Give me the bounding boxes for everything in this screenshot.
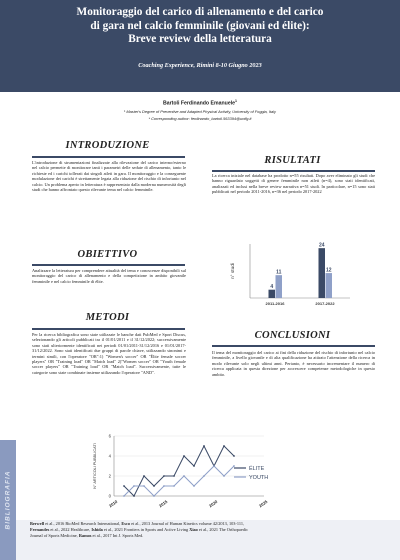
ref-author-ishida: Ishida: [91, 527, 103, 532]
author-name: [0, 99, 400, 107]
bar-2011-2016-series-2: [276, 275, 283, 298]
ref-author-xiao: Xiao: [189, 527, 198, 532]
bar-category-2017-2022: 2017-2022: [315, 301, 335, 306]
line-point-youth-2011: [123, 495, 125, 497]
ref-text-2b: et al., 2021 Frontiers in Sports and Active Living: [102, 527, 190, 532]
line-point-élite-2011: [123, 485, 125, 487]
line-chart-ytick-0: 0: [108, 493, 111, 499]
line-chart-xtick-2010: 2010: [107, 499, 119, 509]
line-point-youth-2016: [173, 485, 175, 487]
line-chart-xtick-2015: 2015: [157, 499, 169, 509]
line-point-élite-2015: [163, 475, 165, 477]
legend-label-élite: ÉLITE: [249, 466, 265, 472]
line-point-youth-2013: [143, 485, 145, 487]
section-rule-metodi: [32, 328, 185, 330]
poster-title: [0, 6, 400, 47]
line-point-élite-2019: [203, 445, 205, 447]
line-point-youth-2022: [233, 465, 235, 467]
author-block: [0, 99, 400, 121]
author-affiliation: ¹ Master's Degree of Preventive and Adapted Physical Activity, University of Foggia, Italy: [124, 108, 276, 114]
line-point-élite-2013: [143, 475, 145, 477]
bar-2017-2022-series-2: [326, 273, 333, 298]
section-title-conclusioni: CONCLUSIONI: [254, 330, 331, 341]
section-rule-risultati: [212, 170, 375, 172]
legend-label-youth: YOUTH: [249, 475, 269, 481]
title-line-3: Breve review della letteratura: [128, 33, 272, 45]
paragraph-metodi: Per la ricerca bibliografica sono state utilizzate le banche dati PubMed e Sport Discus, selezionando gli articoli pubblicati tra il 01/01/2011 e il 31/12/2022; successivamente sono stati ulteriormente identificati nei periodi 01/01/2011-31/12/2016 e 01/01/2017-31/12/2022. Sono stati identificati due gruppi di parole chiave, utilizzando sinonimi e termini simili, con l'operatore "OR":1) "Women's soccer" OR "Élite female soccer players" OR "Training load" OR "Match load" 2)"Women soccer" OR "Youth female soccer players" OR "Training load" OR "Match load". Successivamente, tutte le categorie sono state combinate insieme utilizzando l'operatore "AND".: [32, 332, 186, 375]
paragraph-conclusioni: Il tema del monitoraggio del carico ai fini della riduzione del rischio di infortunio nel calcio femminile, a livello giovanile e di alta qualificazione ha attirato l'attenzione della ricerca in modo rilevante solo negli ultimi anni. Pertanto, è necessario incrementare il numero di ricerca applicata in questa direzione per accrescere competenze metodologiche in questo ambito.: [212, 350, 375, 377]
line-point-youth-2015: [163, 485, 165, 487]
ref-text-1b: et al., 2013 Journal of Human Kinetics volume 42/2013, 103-111,: [130, 521, 245, 526]
line-series-élite: [124, 446, 234, 496]
section-rule-obiettivo: [32, 264, 185, 266]
line-point-élite-2012: [133, 495, 135, 497]
line-point-élite-2021: [223, 445, 225, 447]
line-point-élite-2016: [173, 475, 175, 477]
ref-text-3b: et al., 2017 Int J. Sports Med.: [91, 533, 144, 538]
bar-chart-y-label: n° studi: [231, 262, 236, 280]
ref-author-berwell: Berwell: [30, 521, 45, 526]
line-point-élite-2014: [153, 485, 155, 487]
title-line-2: di gara nel calcio femminile (giovani ed élite):: [90, 19, 310, 32]
section-rule-introduzione: [32, 156, 185, 158]
ref-author-esco: Esco: [121, 521, 131, 526]
bar-2011-2016-series-1: [269, 290, 276, 298]
paragraph-introduzione: L'introduzione di strumentazioni finalizzate alla rilevazione del carico interno/esterno nel calcio permette di monitorare tanti i parametri delle sedute di allenamento, tanto le richieste ed i carichi tollerati dai singoli atleti in gara. Il monitoraggio e la conseguente modulazione dei carichi è strettamente legata alla riduzione del rischio di infortunio nel calcio. Un problema aperto in letteratura è rappresentato dalla moderna numerosità degli studi che hanno affrontato questo rilevante tema nel calcio femminile.: [32, 160, 186, 193]
author-name-text: Bartoli Ferdinando Emanuele: [162, 100, 236, 107]
line-chart-y-label: N° ARTICOLI PUBBLICATI: [93, 443, 97, 489]
line-chart-ytick-4: 4: [108, 453, 111, 459]
line-point-youth-2020: [213, 465, 215, 467]
paragraph-risultati: La ricerca iniziale nel database ha prodotto n=55 risultati. Dopo aver eliminato gli studi che hanno riguardato soggetti di genere femminile non atleti (n=4), sono stati identificati, analizzati ed inclusi nella breve review narrativa n=51 studi. In particolare, n=15 sono stati pubblicati nel periodo 2011-2016, n=36 nel periodo 2017-2022: [212, 173, 375, 195]
line-chart-ytick-2: 2: [108, 473, 111, 479]
line-point-élite-2018: [193, 465, 195, 467]
line-point-youth-2012: [133, 485, 135, 487]
ref-text-1a: et al., 2016 BioMed Research International,: [44, 521, 122, 526]
references-list: [30, 521, 380, 539]
line-point-youth-2017: [183, 475, 185, 477]
paragraph-obiettivo: Analizzare la letteratura per comprendere attualità del tema e conoscenze disponibili sul monitoraggio del carico di allenamento e della competizione in ambito giovanile femminile e nel calcio femminile di élite.: [32, 268, 186, 284]
line-chart-ytick-6: 6: [108, 433, 111, 439]
title-line-1: Monitoraggio del carico di allenamento e del carico: [76, 6, 324, 18]
line-point-youth-2014: [153, 495, 155, 497]
bar-label-2011-2016-series-2: 11: [276, 269, 282, 276]
line-series-youth: [124, 466, 234, 496]
bar-label-2011-2016-series-1: 4: [270, 284, 274, 291]
author-correspondence: * Corresponding author: ferdinando_bartoli.563394@unifg.it: [148, 115, 252, 121]
author-sup: 1: [235, 99, 237, 103]
line-chart-xtick-2020: 2020: [207, 499, 219, 509]
bar-label-2017-2022-series-2: 12: [325, 267, 332, 274]
section-title-obiettivo: OBIETTIVO: [77, 249, 138, 260]
ref-author-fernandes: Fernandes: [30, 527, 50, 532]
line-point-élite-2022: [233, 455, 235, 457]
event-subtitle: Coaching Experience, Rimini 8-10 Giugno 2023: [138, 61, 262, 69]
ref-text-2c: et al., 2021 The Orthopaedic: [197, 527, 248, 532]
bar-2017-2022-series-1: [319, 248, 326, 298]
poster-header: [0, 0, 400, 92]
section-title-risultati: RISULTATI: [264, 155, 321, 166]
line-chart: [74, 430, 304, 516]
bar-category-2011-2016: 2011-2016: [265, 301, 285, 306]
line-point-youth-2018: [193, 485, 195, 487]
line-point-youth-2019: [203, 475, 205, 477]
bar-label-2017-2022-series-1: 24: [318, 242, 325, 249]
line-chart-xtick-2025: 2025: [257, 499, 269, 509]
line-point-élite-2017: [183, 455, 185, 457]
bar-chart: [228, 240, 358, 308]
ref-text-2a: et al., 2022 Healthcare,: [49, 527, 92, 532]
ref-author-ramos: Ramos: [78, 533, 92, 538]
section-title-introduzione: INTRODUZIONE: [65, 140, 150, 151]
ref-text-3a: Journal of Sports Medicine,: [30, 533, 79, 538]
section-rule-conclusioni: [212, 345, 375, 347]
bibliography-label: BIBLIOGRAFIA: [4, 470, 12, 530]
section-title-metodi: METODI: [85, 312, 130, 323]
line-point-youth-2021: [223, 475, 225, 477]
reference-line-3: [30, 533, 380, 539]
